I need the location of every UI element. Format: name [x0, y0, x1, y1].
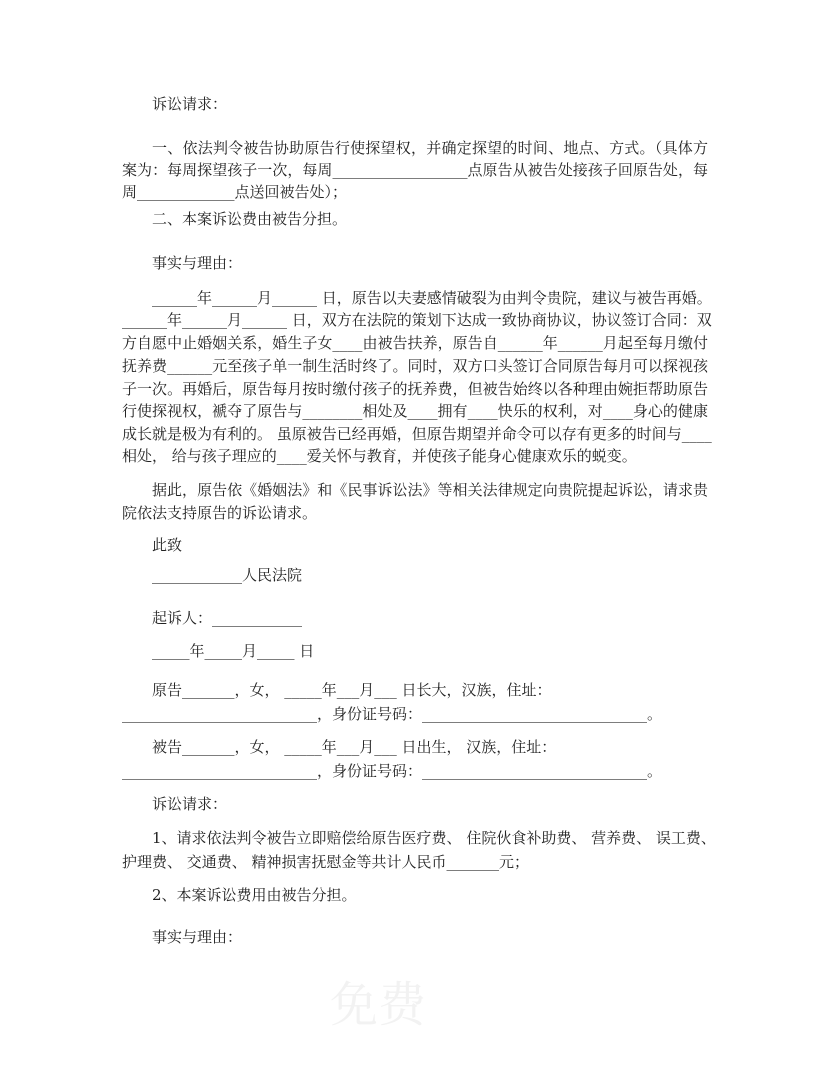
claim-item-1: 1、请求依法判令被告立即赔偿给原告医疗费、 住院伙食补助费、 营养费、 误工费、: [152, 829, 716, 847]
salutation: 此致: [152, 536, 183, 554]
facts-line: ______年______月______ 日，原告以夫妻感情破裂为由判令贵院，建议与被告再婚。: [152, 289, 712, 307]
facts-line: 子一次。再婚后，原告每月按时缴付孩子的抚养费，但被告始终以各种理由婉拒帮助原告: [122, 380, 708, 398]
facts-line: 抚养费______元至孩子单一制生活时终了。同时，双方口头签订合同原告每月可以探视孩: [122, 357, 708, 375]
plaintiff-info: 原告_______，女， _____年___月___ 日长大，汉族，住址：: [152, 681, 552, 699]
heading-claims: 诉讼请求：: [152, 95, 228, 113]
claim-1-line: 周_____________点送回被告处）；: [122, 183, 348, 201]
defendant-info: 被告_______，女， _____年___月___ 日出生， 汉族，住址：: [152, 738, 557, 756]
facts-line: 行使探视权，褫夺了原告与________相处及____拥有____快乐的权利，对____身心的健康: [122, 402, 708, 420]
claim-1-line: 案为：每周探望孩子一次，每周__________________点原告从被告处接孩子回原告处，每: [122, 161, 708, 179]
conclusion-line: 院依法支持原告的诉讼请求。: [122, 504, 318, 522]
heading-facts-2: 事实与理由：: [152, 928, 243, 946]
facts-line: ______年______月______ 日，双方在法院的策划下达成一致协商协议，协议签订合同：双: [122, 311, 712, 329]
defendant-id: __________________________，身份证号码：______________________________。: [122, 762, 663, 780]
claim-item-1: 护理费、 交通费、 精神损害抚慰金等共计人民币_______元；: [122, 853, 530, 871]
heading-facts: 事实与理由：: [152, 254, 243, 272]
watermark: 免费: [330, 977, 427, 1033]
conclusion-line: 据此，原告依《婚姻法》和《民事诉讼法》等相关法律规定向贵院提起诉讼，请求贵: [152, 481, 708, 499]
court-name: ____________人民法院: [152, 566, 303, 584]
facts-line: 方自愿中止婚姻关系，婚生子女____由被告扶养，原告自______年______月起至每月缴付: [122, 334, 708, 352]
claim-item-2: 2、本案诉讼费用由被告分担。: [152, 886, 357, 904]
facts-line: 成长就是极为有利的。 虽原被告已经再婚，但原告期望并命令可以存有更多的时间与____: [122, 425, 712, 443]
plaintiff-signature: 起诉人：____________: [152, 609, 303, 627]
facts-line: 相处， 给与孩子理应的____爱关怀与教育，并使孩子能身心健康欢乐的蜕变。: [122, 447, 637, 465]
heading-claims-2: 诉讼请求：: [152, 795, 228, 813]
plaintiff-id: __________________________，身份证号码：______________________________。: [122, 705, 663, 723]
claim-1-line: 一、依法判令被告协助原告行使探望权，并确定探望的时间、地点、方式。（具体方: [152, 139, 708, 157]
date-line: _____年_____月_____ 日: [152, 642, 315, 660]
claim-2: 二、本案诉讼费由被告分担。: [152, 210, 348, 228]
